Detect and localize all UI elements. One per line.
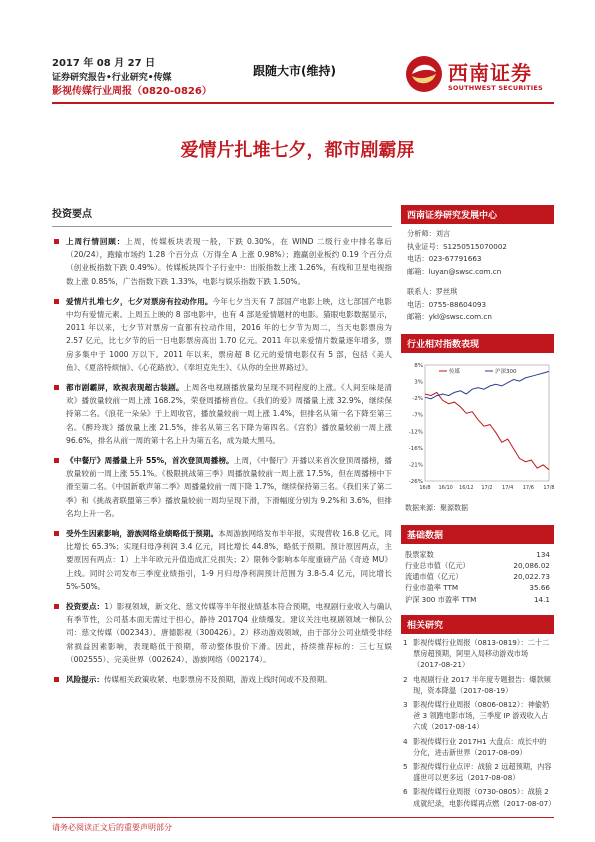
x-tick-label: 17/2 [481, 484, 493, 491]
legend-label: 传媒 [449, 368, 461, 375]
report-name: 影视传媒行业周报（0820-0826） [52, 86, 212, 97]
bullet-item: 投资要点：1）影视领域，新文化、慈文传媒等半年报业绩基本符合预期，电视剧行业收入与确认有季节性，公司基本面无需过于担心，静待 2017Q4 业绩爆发。建议关注电视剧领域一梯队公司：慈文传媒（002343）、唐德影视（300426）。2）移动游戏领域，由于部分公司业绩受非经常损益因素影响，表现略低于预期，带动整体股价下滑。因此，持续推荐标的：三七互娱（002555）、完美世界（002624）、游族网络（002174）。 [52, 600, 392, 666]
relative-index-chart [401, 353, 554, 501]
bullet-square-icon [54, 677, 59, 682]
related-item[interactable]: 6 影视传媒行业周报（0730-0805）：战狼 2 成就纪录，电影传媒再点燃（2017-08-07） [403, 787, 556, 808]
y-tick-label: -21% [408, 461, 423, 468]
analyst-info [401, 224, 554, 328]
rating: 跟随大市(维持) [253, 64, 336, 78]
logo-text-cn: 西南证券 [448, 61, 532, 85]
related-item[interactable]: 5 影视传媒行业点评：战狼 2 远超预期，内容盛世可以更多远（2017-08-08） [403, 762, 552, 783]
y-tick-label: -16% [408, 445, 423, 452]
basic-data-row: 行业总市值（亿元） 20,086.02 [405, 560, 550, 570]
chart-frame [425, 365, 549, 481]
team-heading: 西南证券研究发展中心 [401, 205, 554, 224]
contact-email-row: 邮箱：ykl@swsc.com.cn [407, 312, 492, 321]
index-chart-section [401, 334, 554, 515]
related-item[interactable]: 4 影视传媒行业 2017H1 大盘点：成长中的分化，进击新世界（2017-08-09） [403, 736, 547, 757]
x-tick-label: 17/8 [543, 484, 554, 491]
y-tick-label: 3% [414, 379, 423, 386]
bullet-item: 风险提示：传媒相关政策收紧、电影票房不及预期，游戏上线时间或不及预期。 [52, 673, 392, 686]
bullet-square-icon [54, 458, 59, 463]
report-category: 证券研究报告•行业研究•传媒 [52, 73, 172, 83]
investment-summary [52, 205, 392, 693]
basic-data-table [401, 544, 554, 605]
basic-data-heading: 基础数据 [401, 525, 554, 544]
chart-heading: 行业相对指数表现 [401, 334, 554, 353]
related-research-section [401, 615, 554, 809]
legend-label: 沪深300 [495, 368, 517, 375]
page-title: 爱情片扎堆七夕，都市剧霸屏 [180, 140, 415, 161]
series-line-1 [425, 371, 549, 398]
footer-disclaimer: 请务必阅读正文后的重要声明部分 [52, 823, 172, 832]
report-date: 2017 年 08 月 27 日 [52, 58, 156, 69]
bullet-item: 受外生因素影响，游族网络业绩略低于预期。本周游族网络发布半年报，实现营收 16.8 亿元，同比增长 65.3%；实现归母净利润 3.4 亿元，同比增长 44.8%，略低于预期。预计原因两点，主要原因有两点：1）上半年欧元升值造成汇兑损失；2）限韩令影响本年度重磅产品《奇迹 MU》上线。同时公司发布三季度业绩指引，1-9 月归母净利润预计范围为 3.8-5.4 亿元，同比增长 5%-50%。 [52, 527, 392, 593]
bullet-item: 爱情片扎堆七夕，七夕对票房有拉动作用。今年七夕当天有 7 部国产电影上映，这七部国产电影中均有爱情元素。上周五上映的 8 部电影中，也有 4 部是爱情题材的电影。猫眼电影数据显示，2011 年以来，七夕节对票房一直都有拉动作用，2016 年的七夕节为周二，当天电影票房为 2.57 亿元，比七夕节的后一日电影票房高出 1.70 亿元。2011 年以来爱情片数量逐年增多，票房多集中于 1000 万以下。2011 年以来，票房超 8 亿元的爱情电影仅有 5 部，包括《美人鱼》、《夏洛特烦恼》、《心花路放》、《奉坦克先生》、《从你的全世界路过》。 [52, 295, 392, 374]
contact-row: 联系人：罗丝琪 [407, 287, 458, 296]
company-logo [404, 52, 554, 100]
analyst-email-link[interactable]: luyan@swsc.com.cn [428, 266, 502, 276]
basic-data-row: 流通市值（亿元） 20,022.73 [405, 572, 550, 582]
bullet-item: 都市剧霸屏，欧视表现超古装剧。上周各电视剧播放量均呈现不同程度的上涨。《人间至味是清欢》播放量较前一周上涨 168.2%，荣登周播榜首位。《我们的爱》周播量上涨 32.9%，继续保持第二名。《浪花一朵朵》于上周收官，播放量较前一周上涨 1.4%，但排名从第一名下降至第三名。《醉玲珑》播放量上涨 21.5%，排名从第三名下降为第四名。《宫豹》播放量较前一周上涨 96.6%，排名从前一周的第十名上升为第五名，成为最大黑马。 [52, 381, 392, 447]
chart-source: 数据来源：聚源数据 [405, 503, 468, 512]
y-tick-label: -2% [412, 395, 423, 402]
bullet-list [52, 235, 392, 686]
footer-divider [52, 817, 554, 818]
related-item[interactable]: 2 电视剧行业 2017 半年度专题报告：爆款频现，资本降温（2017-08-19） [403, 674, 551, 695]
basic-data-section [401, 525, 554, 605]
logo-swirl-icon [404, 54, 444, 94]
phone-row: 电话：023-67791663 [407, 254, 482, 263]
basic-data-row: 沪深 300 市盈率 TTM 14.1 [405, 594, 550, 604]
related-heading: 相关研究 [401, 615, 554, 634]
x-tick-label: 17/4 [502, 484, 514, 491]
x-tick-label: 16/10 [438, 484, 453, 491]
basic-data-row: 股票家数 134 [405, 549, 550, 559]
related-item[interactable]: 3 影视传媒行业周报（0806-0812）：神偷奶爸 3 领跑电影市场，三季度 IP 游戏收入占六成（2017-08-14） [403, 700, 550, 732]
bullet-square-icon [54, 604, 59, 609]
series-line-0 [425, 392, 549, 469]
section-heading: 投资要点 [52, 205, 392, 227]
contact-phone-row: 电话：0755-88604093 [407, 299, 487, 309]
bullet-square-icon [54, 531, 59, 536]
cert-row: 执业证号：S1250515070002 [407, 241, 507, 251]
x-tick-label: 17/6 [522, 484, 534, 491]
x-tick-label: 16/12 [459, 484, 474, 491]
analyst-row: 分析师：刘言 [407, 229, 451, 238]
bullet-square-icon [54, 299, 59, 304]
y-tick-label: -26% [408, 478, 423, 485]
contact-email-link[interactable]: ykl@swsc.com.cn [428, 312, 492, 321]
y-tick-label: -7% [412, 412, 423, 419]
email-row: 邮箱：luyan@swsc.com.cn [407, 266, 502, 276]
header-divider [52, 102, 554, 104]
related-item[interactable]: 1 影视传媒行业周报（0813-0819）：二十二票房超预期，阿里入局移动游戏市场（2017-08-21） [403, 637, 550, 670]
bullet-item: 上周行情回顾：上周，传媒板块表现一般，下跌 0.30%，在 WIND 二级行业中排名靠后（20/24），跑输市场约 1.28 个百分点（万得全 A 上涨 0.98%）；跑赢创业板约 0.19 个百分点（创业板指数下跌 0.49%）。传媒板块四个子行业中：出版指数上涨 1.26%，有线和卫星电视指数上涨 0.85%，广告指数下跌 1.33%，电影与娱乐指数下跌 1.50%。 [52, 235, 392, 288]
related-list [401, 637, 554, 809]
basic-data-row: 行业市盈率 TTM 35.66 [405, 583, 550, 593]
bullet-square-icon [54, 239, 59, 244]
chart-area [401, 353, 554, 501]
bullet-square-icon [54, 385, 59, 390]
bullet-item: 《中餐厅》周播量上升 55%，首次登顶周播榜。上周，《中餐厅》开播以来首次登顶周播榜，播放量较前一周上涨 55.1%。《极限挑战第三季》周播放量较前一周上涨 17.5%，但在周播榜中下滑至第二名。《中国新歌声第二季》周播量较前一周下降 1.7%，继续保持第三名。《我们来了第二季》和《挑战者联盟第三季》播放量较前一周均呈现下滑，下滑幅度分别为 9.2%和 3.6%，但排名均上升一名。 [52, 454, 392, 520]
sidebar [401, 205, 554, 809]
report-meta [52, 57, 272, 99]
x-tick-label: 16/8 [419, 484, 431, 491]
logo-text-en: SOUTHWEST SECURITIES [448, 84, 543, 92]
y-tick-label: -12% [408, 428, 423, 435]
y-tick-label: 8% [414, 362, 423, 369]
